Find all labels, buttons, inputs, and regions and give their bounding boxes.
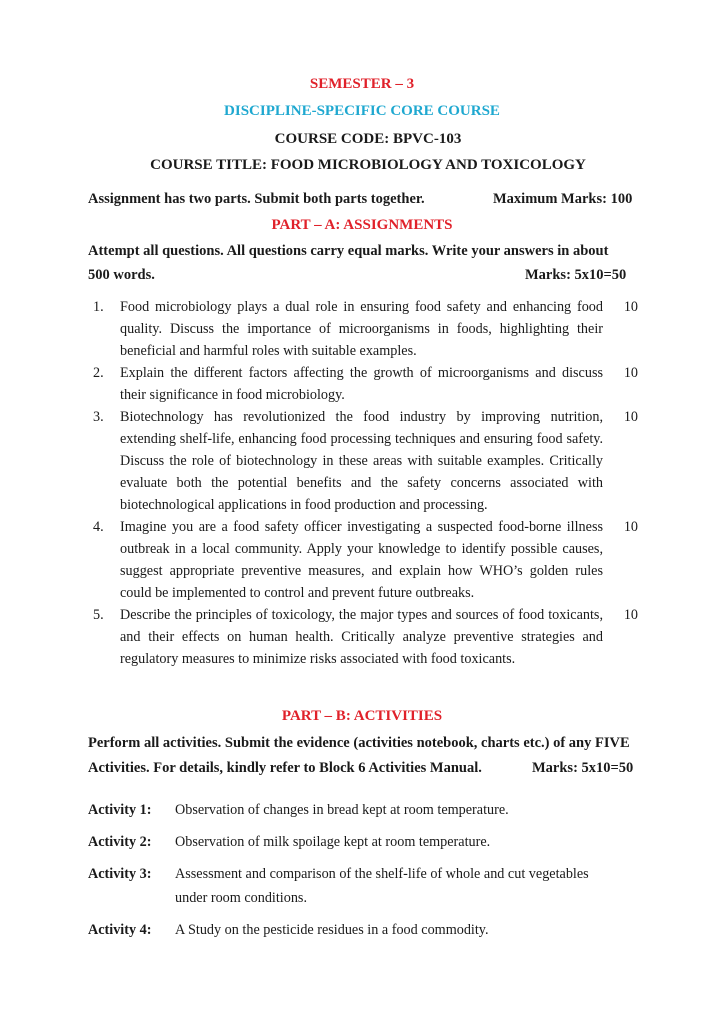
activity-label: Activity 1: xyxy=(88,802,152,818)
question-marks: 10 xyxy=(623,519,638,535)
part-a-instruction-line1: Attempt all questions. All questions carry equal marks. Write your answers in about xyxy=(88,243,609,259)
question-text: Describe the principles of toxicology, the major types and sources of food toxicants, and their effects on human health. Critically analyze preventive strategies and regulatory measures to minimize risks associated with food toxicants. xyxy=(120,607,603,667)
question-number: 4. xyxy=(93,519,104,535)
activity-list xyxy=(88,798,648,950)
question-number: 1. xyxy=(93,299,104,315)
activity-text: Observation of milk spoilage kept at room temperature. xyxy=(175,834,491,850)
activity-text: A Study on the pesticide residues in a food commodity. xyxy=(175,922,489,938)
question-number: 2. xyxy=(93,365,104,381)
question-text: Explain the different factors affecting the growth of microorganisms and discuss their significance in food microbiology. xyxy=(120,365,603,403)
question-item xyxy=(93,406,638,516)
question-item xyxy=(93,362,638,406)
question-number: 5. xyxy=(93,607,104,623)
course-title: COURSE TITLE: FOOD MICROBIOLOGY AND TOXICOLOGY xyxy=(150,157,586,173)
question-text: Food microbiology plays a dual role in ensuring food safety and enhancing food quality. Discuss the importance of microorganisms in foods, highlighting their beneficial and harmful roles with suitable examples. xyxy=(120,299,603,359)
discipline-heading: DISCIPLINE-SPECIFIC CORE COURSE xyxy=(224,103,500,119)
question-text: Biotechnology has revolutionized the food industry by improving nutrition, extending shelf-life, enhancing food processing techniques and ensuring food safety. Discuss the role of biotechnology in these areas with suitable examples. Critically evaluate both the potential benefits and the safety concerns associated with biotechnological applications in food production and processing. xyxy=(120,409,603,513)
part-a-marks: Marks: 5x10=50 xyxy=(525,267,627,283)
activity-item xyxy=(88,918,648,942)
activity-item xyxy=(88,798,648,822)
part-b-instruction-line1: Perform all activities. Submit the evidence (activities notebook, charts etc.) of any FIVE xyxy=(88,735,630,751)
question-item xyxy=(93,604,638,670)
part-b-title: PART – B: ACTIVITIES xyxy=(281,708,443,724)
part-b-marks: Marks: 5x10=50 xyxy=(532,760,634,776)
question-marks: 10 xyxy=(623,299,638,315)
part-a-title: PART – A: ASSIGNMENTS xyxy=(271,217,453,233)
activity-label: Activity 4: xyxy=(88,922,152,938)
semester-heading: SEMESTER – 3 xyxy=(309,76,415,92)
question-list xyxy=(93,296,638,670)
part-b-instruction-line2: Activities. For details, kindly refer to Block 6 Activities Manual. xyxy=(88,760,482,776)
question-item xyxy=(93,516,638,604)
maximum-marks: Maximum Marks: 100 xyxy=(493,191,633,207)
question-marks: 10 xyxy=(623,365,638,381)
activity-label: Activity 2: xyxy=(88,834,152,850)
activity-label: Activity 3: xyxy=(88,866,152,882)
question-marks: 10 xyxy=(623,607,638,623)
activity-text: Assessment and comparison of the shelf-life of whole and cut vegetables under room conditions. xyxy=(175,866,589,906)
activity-item xyxy=(88,862,648,910)
course-code: COURSE CODE: BPVC-103 xyxy=(274,131,462,147)
question-text: Imagine you are a food safety officer investigating a suspected food-borne illness outbreak in a local community. Apply your knowledge to identify possible causes, suggest appropriate preventive measures, and explain how WHO’s golden rules could be implemented to control and prevent future outbreaks. xyxy=(120,519,603,601)
two-parts-instruction: Assignment has two parts. Submit both parts together. xyxy=(88,191,425,207)
question-number: 3. xyxy=(93,409,104,425)
question-marks: 10 xyxy=(623,409,638,425)
activity-text: Observation of changes in bread kept at room temperature. xyxy=(175,802,509,818)
question-item xyxy=(93,296,638,362)
activity-item xyxy=(88,830,648,854)
part-a-instruction-line2: 500 words. xyxy=(88,267,155,283)
